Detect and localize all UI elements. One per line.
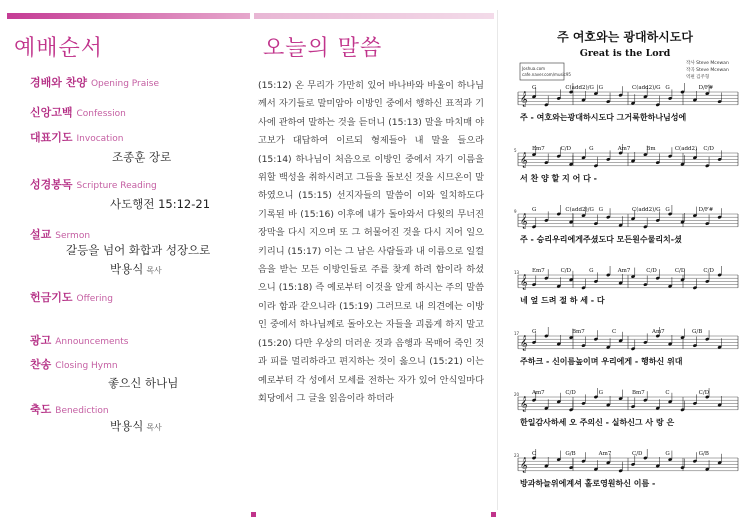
sermon-title: 갈등을 넘어 화합과 성장으로 bbox=[66, 243, 211, 257]
chord-symbol: G bbox=[598, 207, 604, 213]
lyric-line: 주 - 승리우리에게주셨도다 모든원수물리치-셨 bbox=[520, 234, 682, 244]
order-item-benediction: 축도 Benediction bbox=[30, 403, 109, 416]
sermon-preacher: 박용식 목사 bbox=[110, 262, 162, 276]
measure-number: 23 bbox=[514, 453, 520, 458]
benediction-by: 박용식 목사 bbox=[110, 419, 162, 433]
page-marker-square bbox=[491, 512, 496, 517]
order-item-announcements: 광고 Announcements bbox=[30, 334, 129, 347]
song-title-english: Great is the Lord bbox=[579, 48, 671, 59]
chord-symbol: G bbox=[598, 85, 604, 91]
treble-clef: 𝄞 bbox=[520, 458, 528, 473]
chord-symbol: C/D bbox=[565, 390, 576, 396]
todays-word-title: 오늘의 말씀 bbox=[263, 36, 383, 61]
lyric-line: 네 엎 드려 절 하 세 - 다 bbox=[520, 295, 605, 305]
chord-symbol: G bbox=[665, 85, 670, 91]
chord-symbol: C/D bbox=[674, 268, 686, 274]
chord-symbol: Am7 bbox=[652, 329, 665, 335]
chord-symbol: G/B bbox=[698, 451, 709, 457]
treble-clef: 𝄞 bbox=[520, 92, 528, 107]
order-item-offering: 헌금기도 Offering bbox=[30, 291, 113, 304]
order-item-reading: 성경봉독 Scripture Reading bbox=[30, 178, 157, 191]
chord-symbol: C bbox=[612, 329, 617, 335]
chord-symbol: G bbox=[589, 146, 594, 152]
treble-clef: 𝄞 bbox=[520, 397, 528, 412]
lyric-line: 방과하늘위에계셔 홀로영원하신 이름 - bbox=[520, 478, 656, 488]
chord-symbol: D/F# bbox=[698, 207, 714, 213]
source-line: Joshua.com bbox=[522, 66, 546, 71]
chord-symbol: G bbox=[665, 451, 670, 457]
lyric-line: 서 찬 양 할 지 어 다 - bbox=[520, 173, 597, 183]
lyric-line: 한일감사하세 오 주의신 - 실하신그 사 랑 은 bbox=[520, 417, 675, 427]
chord-symbol: Am7 bbox=[532, 390, 545, 396]
chord-symbol: G bbox=[532, 329, 537, 335]
credit-line: 작사 Steve Mcewan bbox=[686, 61, 729, 66]
measure-number: 13 bbox=[514, 270, 520, 275]
measure-number: 17 bbox=[514, 331, 520, 336]
chord-symbol: C/D bbox=[646, 268, 657, 274]
chord-symbol: C(add2)/G bbox=[565, 85, 594, 91]
chord-symbol: C/D bbox=[698, 390, 710, 396]
order-item-sermon: 설교 Sermon bbox=[30, 228, 91, 241]
chord-symbol: C(add2)/G bbox=[565, 207, 594, 213]
chord-symbol: Bm7 bbox=[572, 329, 585, 335]
page-marker-square bbox=[251, 512, 256, 517]
source-line: cafe.naver.com/music95 bbox=[522, 72, 571, 77]
chord-symbol: Em7 bbox=[532, 268, 545, 274]
worship-order-title: 예배순서 bbox=[14, 36, 104, 61]
invocation-leader: 조종훈 장로 bbox=[112, 150, 172, 164]
lyric-line: 주하크 - 신이름높이며 우리에게 - 행하신 위대 bbox=[520, 356, 683, 366]
scripture-reference: 사도행전 15:12-21 bbox=[110, 197, 211, 211]
chord-symbol: C bbox=[532, 451, 537, 457]
chord-symbol: C/D bbox=[632, 451, 643, 457]
chord-symbol: G/B bbox=[692, 329, 703, 335]
chord-symbol: C bbox=[665, 390, 670, 396]
measure-number: 9 bbox=[514, 209, 517, 214]
chord-symbol: G bbox=[589, 268, 594, 274]
order-item-hymn: 찬송 Closing Hymn bbox=[30, 358, 118, 371]
column-divider bbox=[497, 10, 498, 510]
header-bar-left bbox=[7, 13, 250, 19]
measure-number: 20 bbox=[514, 392, 520, 397]
measure-number: 5 bbox=[514, 148, 517, 153]
order-item-invocation: 대표기도 Invocation bbox=[30, 131, 124, 144]
chord-symbol: Am7 bbox=[617, 146, 631, 152]
treble-clef: 𝄞 bbox=[520, 214, 528, 229]
scripture-text: (15:12) 온 무리가 가만히 있어 바나바와 바울이 하나님께서 자기들로 말미암아 이방인 중에서 행하신 표적과 기사에 관하여 말하는 것을 듣더니 (15:13) 말을 마치매 야고보가 대답하여 이르되 형제들아 내 말을 들으라 (15:14) 하나님이 처음으로 이방인 중에서 자기 이름을 위할 백성을 취하시려고 그들을 돌보신 것을 시므온이 말하였으니 (15:15) 선지자들의 말씀이 이와 일치하도다 기록된 바 (15:16) 이후에 내가 돌아와서 다윗의 무너진 장막을 다시 지으며 또 그 허물어진 것을 다시 지어 일으키리니 (15:17) 이는 그 남은 사람들과 내 이름으로 일컬음을 받는 모든 이방인들로 주를 찾게 하려 함이라 하셨으니 (15:18) 즉 예로부터 이것을 알게 하시는 주의 말씀이라 함과 같으니라 (15:19) 그러므로 내 의견에는 이방인 중에서 하나님께로 돌아오는 자들을 괴롭게 하지 말고 (15:20) 다만 우상의 더러운 것과 음행과 목매어 죽인 것과 피를 멀리하라고 편지하는 것이 옳으니 (15:21) 이는 예로부터 각 성에서 모세를 전하는 자가 있어 안식일마다 회당에서 그 글을 읽음이라 하더라 bbox=[258, 80, 484, 404]
header-bar-middle bbox=[254, 13, 494, 19]
chord-symbol: C/D bbox=[703, 268, 714, 274]
chord-symbol: Bm bbox=[646, 146, 656, 152]
sheet-music bbox=[500, 0, 750, 519]
chord-symbol: C/D bbox=[560, 268, 572, 274]
credit-line: 역편 김주형 bbox=[686, 75, 710, 80]
chord-symbol: G bbox=[665, 207, 670, 213]
treble-clef: 𝄞 bbox=[520, 153, 528, 168]
chord-symbol: G bbox=[598, 390, 604, 396]
chord-symbol: C/D bbox=[560, 146, 572, 152]
treble-clef: 𝄞 bbox=[520, 275, 528, 290]
chord-symbol: Bm7 bbox=[632, 390, 645, 396]
chord-symbol: G/B bbox=[565, 451, 576, 457]
treble-clef: 𝄞 bbox=[520, 336, 528, 351]
chord-symbol: G bbox=[532, 85, 537, 91]
chord-symbol: Am7 bbox=[617, 268, 631, 274]
chord-symbol: G bbox=[532, 207, 537, 213]
chord-symbol: Am7 bbox=[598, 451, 612, 457]
chord-symbol: C/D bbox=[703, 146, 714, 152]
chord-symbol: C(add2)/G bbox=[632, 85, 661, 91]
chord-symbol: Em7 bbox=[532, 146, 545, 152]
credit-line: 작곡 Steve Mcewan bbox=[686, 68, 729, 73]
order-item-confession: 신앙고백 Confession bbox=[30, 106, 126, 119]
song-title-korean: 주 여호와는 광대하시도다 bbox=[557, 30, 693, 44]
sheet-music-canvas bbox=[500, 0, 750, 519]
chord-symbol: D/F# bbox=[698, 85, 714, 91]
order-item-praise: 경배와 찬양 Opening Praise bbox=[30, 76, 159, 89]
chord-symbol: C(add2) bbox=[674, 146, 698, 152]
lyric-line: 주 - 여호와는광대하시도다 그거룩한하나님성에 bbox=[520, 112, 687, 122]
hymn-title: 좋으신 하나님 bbox=[108, 376, 179, 390]
chord-symbol: C(add2)/G bbox=[632, 207, 661, 213]
